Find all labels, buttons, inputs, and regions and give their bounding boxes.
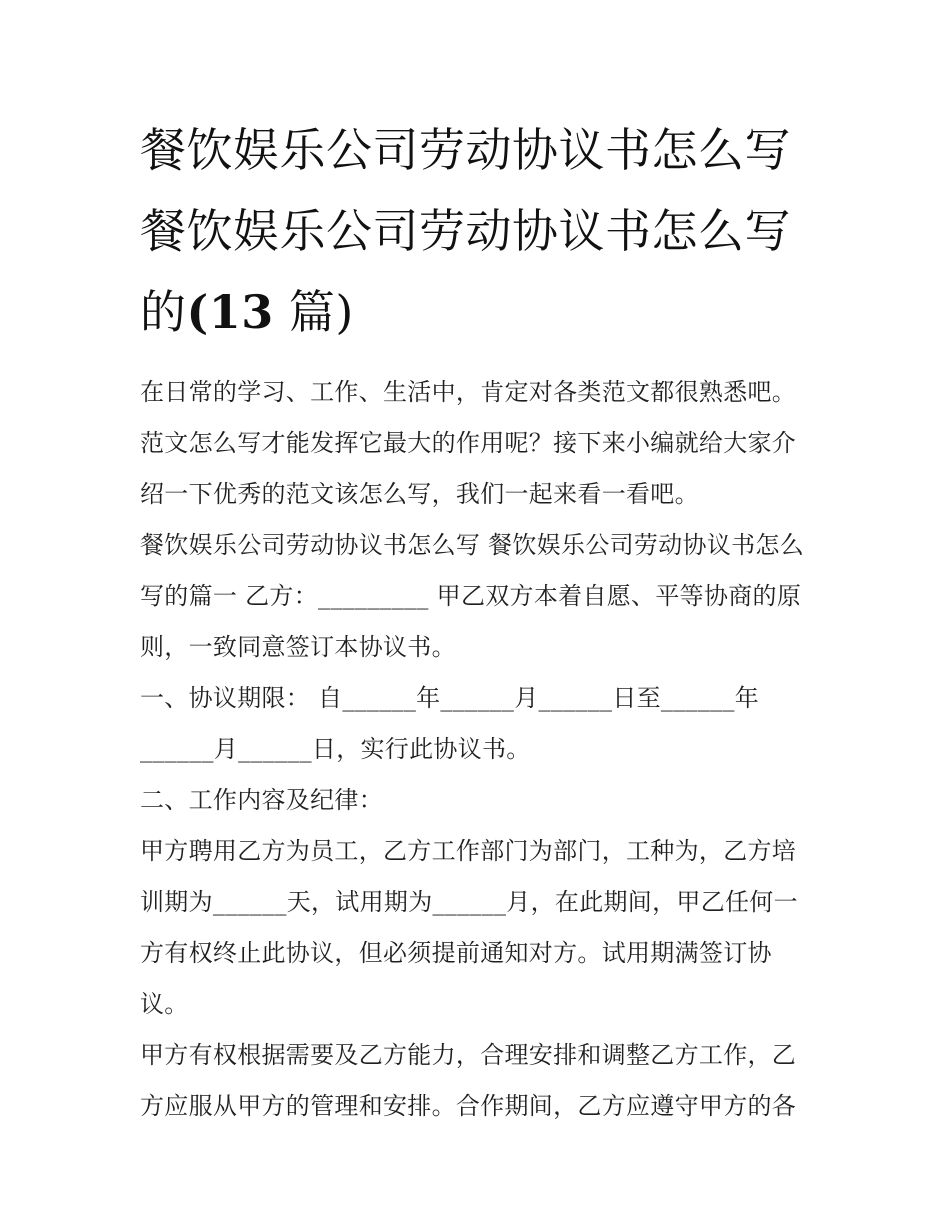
title-text: 餐饮娱乐公司劳动协议书怎么写 餐饮娱乐公司劳动协议书怎么写的 [140,123,791,339]
agreement-term-paragraph: 一、协议期限： 自______年______月______日至______年______月______日，实行此协议书。 [140,684,760,763]
section-heading-paragraph: 餐饮娱乐公司劳动协议书怎么写 餐饮娱乐公司劳动协议书怎么写的篇一 乙方：_________ 甲乙双方本着自愿、平等协商的原则，一致同意签订本协议书。 [140,531,805,661]
intro-paragraph: 在日常的学习、工作、生活中，肯定对各类范文都很熟悉吧。范文怎么写才能发挥它最大的作用呢？接下来小编就给大家介绍一下优秀的范文该怎么写，我们一起来看一看吧。 [140,378,797,508]
document-title [140,110,812,353]
employment-paragraph: 甲方聘用乙方为员工，乙方工作部门为部门，工种为，乙方培训期为______天，试用期为______月，在此期间，甲乙任何一方有权终止此协议，但必须提前通知对方。试用期满签订协议。 [140,837,798,1018]
management-paragraph: 甲方有权根据需要及乙方能力，合理安排和调整乙方工作，乙方应服从甲方的管理和安排。合作期间，乙方应遵守甲方的各 [140,1041,797,1120]
work-content-heading: 二、工作内容及纪律： [140,786,383,814]
title-count: (13 [186,285,274,339]
title-suffix: 篇) [273,285,354,339]
